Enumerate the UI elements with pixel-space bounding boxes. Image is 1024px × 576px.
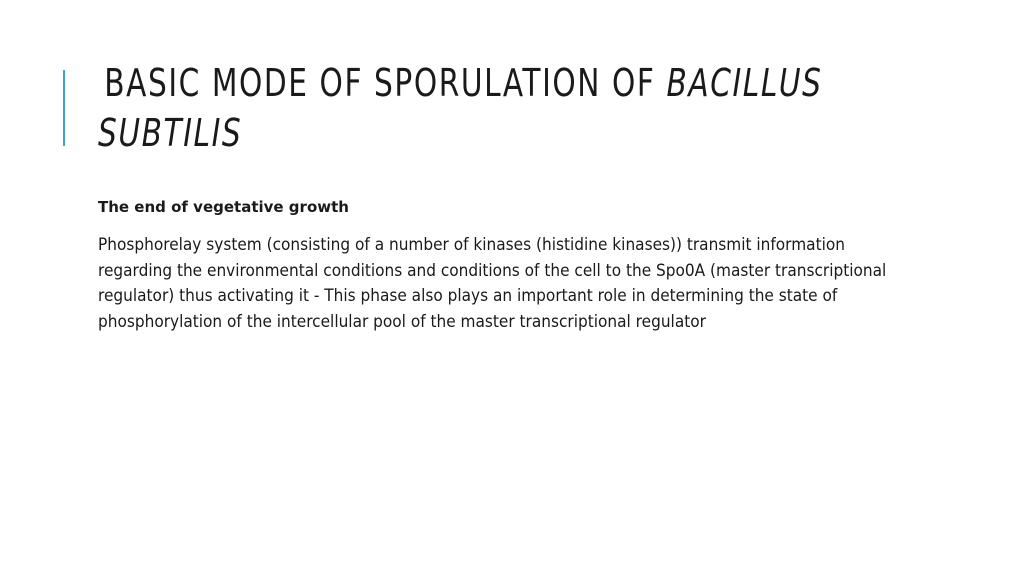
title-italic-species: SUBTILIS — [98, 111, 243, 155]
slide-content — [98, 196, 898, 334]
title-normal-text: BASIC MODE OF SPORULATION OF — [104, 61, 667, 105]
title-italic-genus: BACILLUS — [666, 61, 823, 105]
section-subheading: The end of vegetative growth — [98, 198, 349, 216]
slide-title — [98, 58, 823, 158]
title-line-2 — [98, 108, 769, 158]
title-line-1 — [98, 58, 823, 108]
title-accent-bar — [63, 70, 65, 146]
body-paragraph: Phosphorelay system (consisting of a number of kinases (histidine kinases)) transmit information regarding the environmental conditions and conditions of the cell to the Spo0A (master transcriptional regulator) thus activating it - This phase also plays an important role in determining the state of phosphorylation of the intercellular pool of the master transcriptional regulator — [98, 235, 887, 331]
